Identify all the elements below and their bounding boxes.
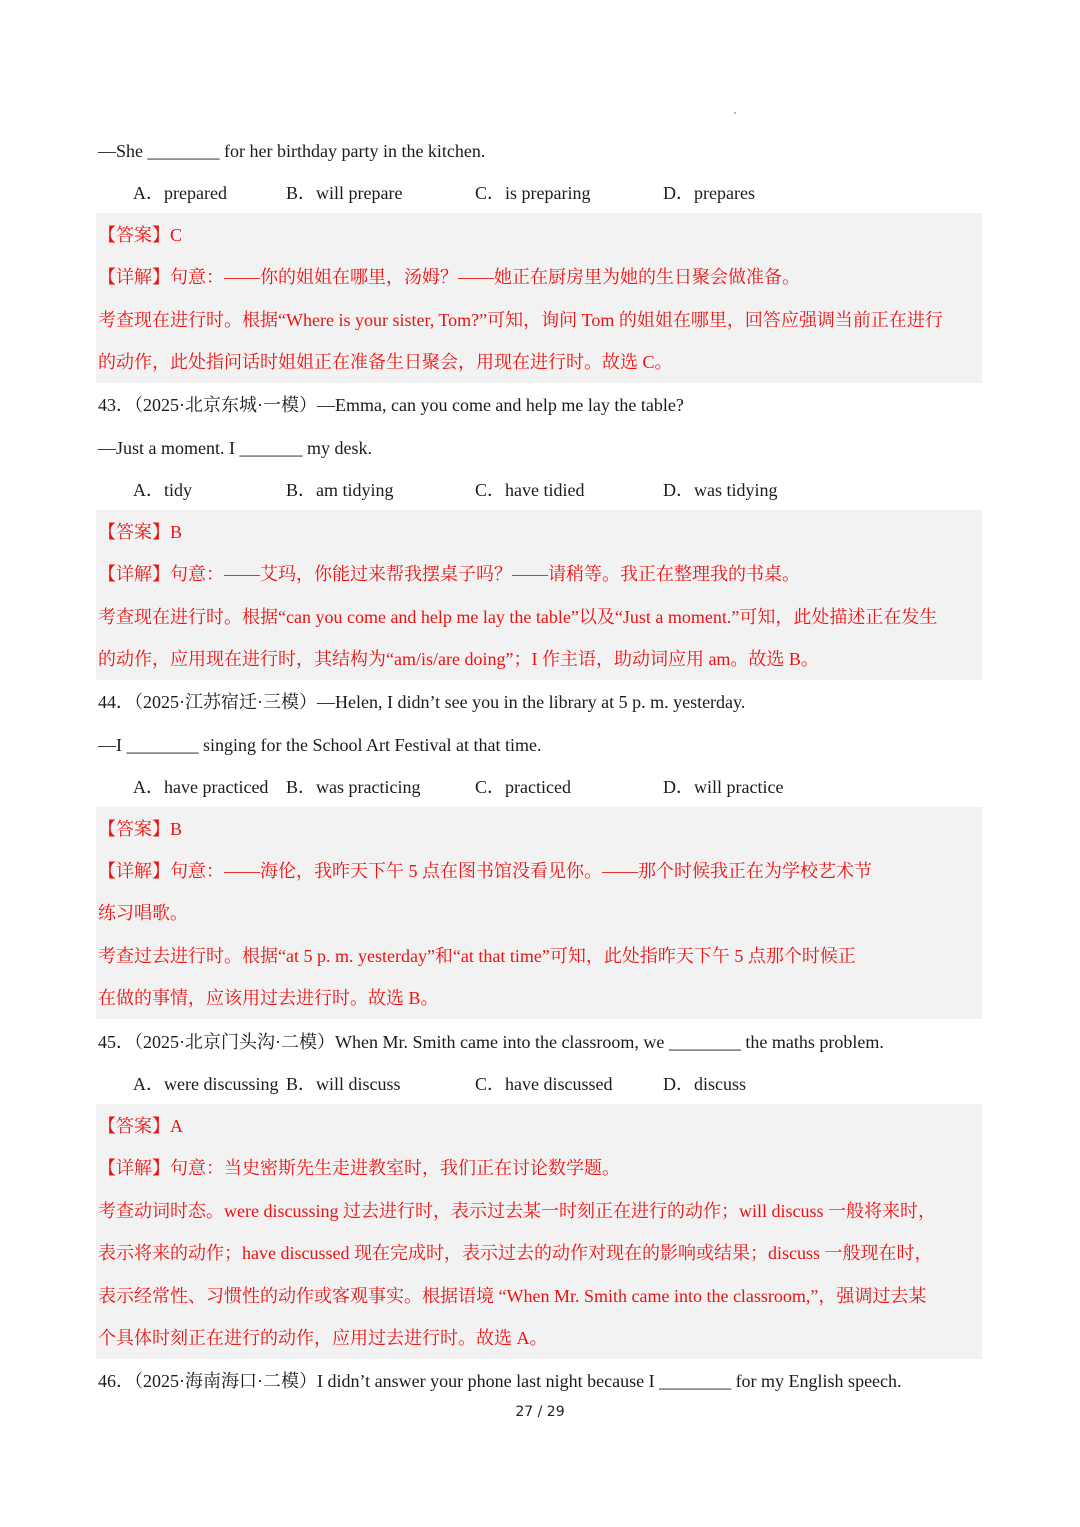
q45-option-a: A．were discussing [133, 1074, 279, 1094]
q42-analysis-line-2: 的动作，此处指问话时姐姐正在准备生日聚会，用现在进行时。故选 C。 [98, 352, 673, 372]
q44-option-c: C．practiced [475, 777, 571, 797]
q44-analysis-line-2: 在做的事情，应该用过去进行时。故选 B。 [98, 988, 439, 1008]
q45-answer-box [96, 1104, 982, 1359]
q44-answer: 【答案】B [98, 819, 183, 839]
scan-dot [734, 112, 736, 114]
q45-analysis-line-1: 考查动词时态。were discussing 过去进行时，表示过去某一时刻正在进行的动作；will discuss 一般将来时， [98, 1201, 936, 1221]
q43-analysis-line-1: 考查现在进行时。根据“can you come and help me lay the table”以及“Just a moment.”可知，此处描述正在发生 [98, 607, 938, 627]
q42-option-c: C．is preparing [475, 183, 591, 203]
page-number: 27 / 29 [515, 1404, 565, 1420]
q44-option-a: A．have practiced [133, 777, 269, 797]
q42-answer: 【答案】C [98, 225, 183, 245]
q43-option-a: A．tidy [133, 480, 193, 500]
q45-analysis-line-3: 表示经常性、习惯性的动作或客观事实。根据语境 “When Mr. Smith came into the classroom,”，强调过去某 [98, 1286, 927, 1306]
q42-option-b: B．will prepare [286, 183, 403, 203]
q42-dialog-reply: —She ________ for her birthday party in the kitchen. [98, 141, 486, 161]
q42-option-a: A．prepared [133, 183, 227, 203]
q43-option-b: B．am tidying [286, 480, 394, 500]
q45-option-c: C．have discussed [475, 1074, 613, 1094]
q43-analysis-line-2: 的动作，应用现在进行时，其结构为“am/is/are doing”；I 作主语，助动词应用 am。故选 B。 [98, 649, 819, 669]
q45-analysis-line-2: 表示将来的动作；have discussed 现在完成时，表示过去的动作对现在的影响或结果；discuss 一般现在时， [98, 1243, 933, 1263]
q42-option-d: D．prepares [663, 183, 755, 203]
q45-analysis-line-4: 个具体时刻正在进行的动作，应用过去进行时。故选 A。 [98, 1328, 548, 1348]
q43-stem: 43．（2025·北京东城·一模）—Emma, can you come and help me lay the table? [98, 395, 684, 415]
q44-dialog-reply: —I ________ singing for the School Art Festival at that time. [98, 735, 542, 755]
q42-analysis-line-1: 考查现在进行时。根据“Where is your sister, Tom?”可知，询问 Tom 的姐姐在哪里，回答应强调当前正在进行 [98, 310, 943, 330]
q44-analysis-line-1: 考查过去进行时。根据“at 5 p. m. yesterday”和“at that time”可知，此处指昨天下午 5 点那个时候正 [98, 946, 856, 966]
q44-stem: 44．（2025·江苏宿迁·三模）—Helen, I didn’t see you in the library at 5 p. m. yesterday. [98, 692, 746, 712]
q44-option-d: D．will practice [663, 777, 784, 797]
q44-option-b: B．was practicing [286, 777, 421, 797]
q43-dialog-reply: —Just a moment. I _______ my desk. [98, 438, 372, 458]
q43-detail: 【详解】句意：——艾玛，你能过来帮我摆桌子吗？——请稍等。我正在整理我的书桌。 [98, 564, 800, 584]
q44-detail-line-1: 【详解】句意：——海伦，我昨天下午 5 点在图书馆没看见你。——那个时候我正在为学校艺术节 [98, 861, 872, 881]
q46-stem: 46．（2025·海南海口·二模）I didn’t answer your phone last night because I ________ for my English speech. [98, 1371, 902, 1391]
q45-option-d: D．discuss [663, 1074, 747, 1094]
q45-stem: 45．（2025·北京门头沟·二模）When Mr. Smith came into the classroom, we ________ the maths problem. [98, 1032, 884, 1052]
q45-detail: 【详解】句意：当史密斯先生走进教室时，我们正在讨论数学题。 [98, 1158, 620, 1178]
q45-option-b: B．will discuss [286, 1074, 401, 1094]
q43-option-d: D．was tidying [663, 480, 778, 500]
q45-answer: 【答案】A [98, 1116, 183, 1136]
q43-option-c: C．have tidied [475, 480, 585, 500]
q44-detail-line-2: 练习唱歌。 [98, 903, 188, 923]
q42-detail: 【详解】句意：——你的姐姐在哪里，汤姆？——她正在厨房里为她的生日聚会做准备。 [98, 267, 800, 287]
q43-answer: 【答案】B [98, 522, 183, 542]
